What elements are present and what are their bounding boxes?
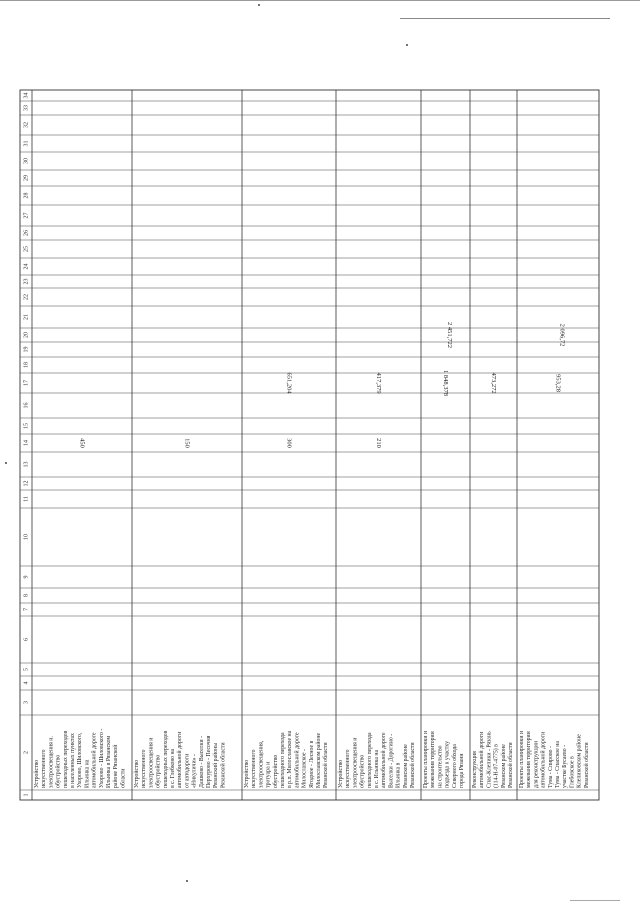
row-4-name-line: Рязанском районе	[402, 744, 409, 788]
row-1-name-line: районе Рязанской	[113, 744, 120, 788]
row-3-name-line: автомобильной дороге	[294, 732, 301, 788]
row-4-name-line: Ильинка в	[395, 762, 402, 788]
row-3-name-line: Милославском районе	[316, 732, 322, 788]
column-number-18: 18	[23, 362, 30, 368]
row-5-name-line: Северного обхода	[451, 744, 458, 788]
column-number-5: 5	[23, 668, 30, 671]
column-number-9: 9	[23, 575, 30, 579]
row-3-col14-value: 300	[285, 438, 293, 448]
row-6-name-line: Реконструкция	[472, 751, 478, 788]
row-2-name-line: Дашково - Выселки -	[198, 735, 205, 788]
row-2-name-line: Рязанский районы	[213, 742, 220, 788]
row-5-name-line: Проекты планировки и	[423, 730, 429, 788]
row-6-col17-value: 473,272	[490, 372, 498, 394]
column-number-31: 31	[23, 140, 30, 147]
column-number-29: 29	[23, 175, 30, 181]
row-5-name-line: на строительство	[437, 745, 444, 788]
row-7-name-line: участке Бусаево -	[562, 744, 569, 788]
row-4-name-line: Устройство	[338, 759, 344, 788]
row-1-name-line: автомобильной дороге	[91, 732, 98, 788]
row-2-name-line: пешеходных переходов	[162, 730, 169, 788]
column-number-15: 15	[23, 423, 30, 429]
row-3-col17-value: 651,204	[285, 372, 293, 394]
row-2-name-line: Устройство	[134, 759, 140, 788]
row-7-name-line: Тума - Спирово -	[547, 746, 554, 788]
row-2-name-line: обустройство	[155, 754, 162, 788]
column-number-10: 10	[23, 534, 30, 540]
column-number-2: 2	[23, 751, 30, 754]
column-number-32: 32	[23, 122, 30, 128]
row-1-name-line: Ухорово, Шиловского,	[77, 732, 84, 788]
row-1-name-line: Ильинка в Рязанском	[106, 735, 112, 788]
row-3-name-line: искусственного	[251, 749, 258, 788]
column-number-27: 27	[23, 212, 30, 219]
column-number-20: 20	[23, 332, 30, 338]
column-number-1: 1	[23, 793, 30, 797]
column-number-12: 12	[23, 480, 30, 487]
row-5-col17-value: 1 848,378	[442, 370, 450, 396]
row-4-name-line: электроосвещения и	[352, 737, 359, 788]
row-1-col14-value: 450	[78, 438, 86, 448]
row-3-name-line: обустройство	[272, 754, 279, 788]
column-number-24: 24	[23, 263, 30, 270]
table-border	[20, 90, 599, 800]
row-7-col17-value: 953,28	[554, 374, 562, 392]
row-3-name-line: Милославское -	[301, 749, 308, 788]
column-number-17: 17	[23, 380, 30, 386]
column-number-22: 22	[23, 294, 30, 300]
row-5-name-line: подъезда к участку	[444, 741, 451, 788]
row-2-name-line: в с. Глебково на	[170, 748, 176, 788]
row-4-name-line: искусственного	[345, 749, 352, 788]
column-number-23: 23	[23, 278, 30, 285]
row-1-name-line: Устройство	[34, 759, 40, 788]
row-3-name-line: Ягодное - Лесное в	[308, 740, 315, 788]
column-number-28: 28	[23, 192, 30, 199]
row-3-name-line: Рязанской области	[323, 742, 330, 788]
column-number-6: 6	[23, 638, 30, 641]
column-number-8: 8	[23, 594, 30, 597]
row-1-name-line: Ильинка на	[84, 759, 91, 788]
column-number-21: 21	[23, 314, 30, 320]
row-6-name-line: Спас-Клепики - Рязань	[486, 731, 493, 788]
column-number-25: 25	[23, 246, 30, 252]
row-7-name-line: Рязанской области	[583, 742, 590, 788]
row-5-name-line: межевания территории	[430, 731, 437, 788]
row-4-name-line: Выселки - Дорогино -	[388, 733, 395, 788]
row-7-col20-value: 2 096,72	[558, 323, 566, 347]
row-4-col17-value: 417,379	[375, 372, 383, 394]
row-3-name-line: Устройство	[244, 759, 250, 788]
row-1-name-line: области	[120, 768, 127, 788]
row-2-name-line: автомобильной дороги	[177, 731, 184, 788]
column-number-30: 30	[23, 158, 30, 164]
row-7-name-line: Глебовское в	[569, 756, 576, 788]
row-2-name-line: Рязанской области	[220, 742, 227, 788]
row-4-name-line: в с. Ильинка на	[374, 749, 380, 788]
row-4-col14-value: 210	[375, 438, 383, 448]
row-5-name-line: города Рязани	[459, 753, 465, 788]
row-4-name-line: Рязанской области	[410, 742, 416, 788]
row-1-name-line: обустройство	[55, 754, 62, 788]
row-7-name-line: автомобильной дороги	[540, 731, 547, 788]
column-number-26: 26	[23, 230, 30, 236]
column-number-19: 19	[23, 346, 30, 353]
row-2-name-line: Перхурово - Песочня	[206, 735, 212, 788]
row-7-name-line: межевания территории	[526, 731, 533, 788]
row-2-name-line: «Никуличи» -	[191, 754, 198, 788]
column-number-16: 16	[23, 402, 30, 409]
row-4-name-line: пешеходного перехода	[366, 732, 373, 788]
column-number-14: 14	[23, 440, 30, 446]
row-2-name-line: электроосвещения и	[148, 737, 155, 788]
row-1-name-line: в населенных пунктах	[70, 733, 76, 788]
row-4-name-line: автомобильной дороге	[381, 732, 388, 788]
column-number-11: 11	[23, 496, 30, 502]
row-4-name-line: обустройство	[359, 754, 366, 788]
row-6-name-line: автомобильной дороги	[479, 731, 486, 788]
row-3-name-line: электроосвещения,	[258, 740, 265, 788]
row-1-name-line: пешеходных переходов	[62, 730, 69, 788]
row-1-name-line: Ухорово - Шиловского -	[98, 728, 105, 788]
row-6-name-line: Рязанском районе	[500, 744, 507, 788]
row-2-name-line: искусственного	[141, 749, 148, 788]
column-number-13: 13	[23, 461, 30, 468]
column-number-3: 3	[23, 701, 30, 704]
row-2-col14-value: 150	[183, 438, 191, 448]
column-number-34: 34	[23, 92, 30, 99]
column-number-7: 7	[23, 608, 30, 611]
row-6-name-line: Рязанской области	[508, 742, 514, 788]
row-3-name-line: пешеходного перехода	[280, 732, 286, 788]
column-number-33: 33	[23, 105, 30, 111]
row-7-name-line: Тума - Спасское на	[555, 741, 561, 788]
row-5-col20-value: 2 451,722	[446, 322, 454, 348]
row-1-name-line: искусственного	[41, 749, 48, 788]
row-1-name-line: электроосвещения н.	[48, 736, 55, 788]
row-6-name-line: (114-Н-07-4775) в	[493, 744, 500, 788]
row-7-name-line: для реконструкции	[533, 741, 540, 788]
row-3-name-line: тротуара и	[265, 761, 272, 788]
row-7-name-line: Клепиковском районе	[576, 734, 583, 788]
row-3-name-line: в р.п. Милославское на	[287, 730, 294, 788]
row-2-name-line: от автодороги	[184, 753, 191, 788]
column-number-4: 4	[23, 681, 30, 685]
row-7-name-line: Проекты планировки и	[519, 730, 525, 788]
